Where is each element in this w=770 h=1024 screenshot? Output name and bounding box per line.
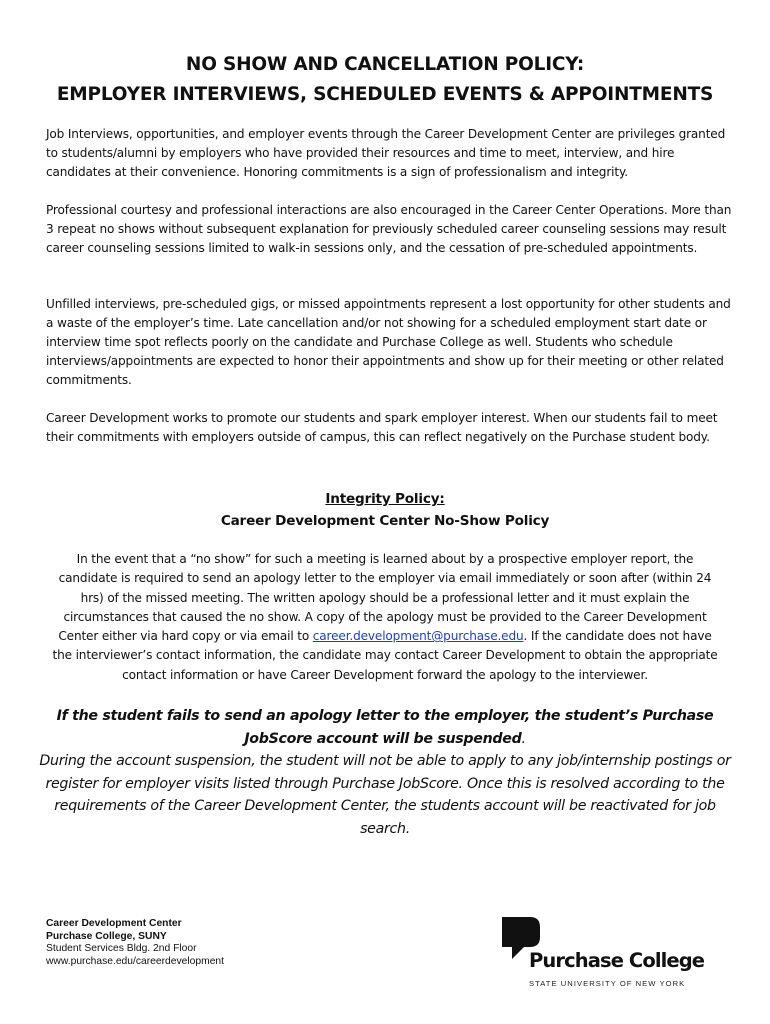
logo-subtitle: STATE UNIVERSITY OF NEW YORK [529,979,686,988]
title-line-1: NO SHOW AND CANCELLATION POLICY: [185,54,585,75]
footer-contact [46,918,224,968]
paragraph-missed-opportunity: Unfilled interviews, pre-scheduled gigs, or missed appointments represent a lost opportunity for other students and a waste of the employer’s time. Late cancellation and/or not showing for a scheduled employment start date or interview time spot reflects poorly on the candidate and Purchase College as well. Students who schedule interviews/appointments are expected to honor their appointments and show up for their meeting or other related commitments. [46,297,731,387]
purchase-college-logo [498,915,705,995]
logo-name: Purchase College [529,949,705,972]
footer-org: Career Development Center [46,918,182,929]
no-show-policy-text [48,550,722,685]
suspension-warning-period: . [521,730,526,747]
suspension-warning-bold: If the student fails to send an apology letter to the employer, the student’s Purchase JobScore account will be suspended [56,708,714,747]
policy-text-part-2: . If the candidate does not have the interviewer’s contact information, the candidate may contact Career Development to obtain the appropriate contact information or have Career Development forward the apology to the interviewer. [52,629,718,682]
footer-address: Student Services Bldg. 2nd Floor [46,943,197,955]
paragraph-intro: Job Interviews, opportunities, and employer events through the Career Development Center are privileges granted to students/alumni by employers who have provided their resources and time to meet, interview, and hire candidates at their convenience. Honoring commitments is a sign of professionalism and integrity. [46,127,726,179]
suspension-warning [30,705,740,841]
integrity-policy-heading: Integrity Policy: [325,491,445,507]
paragraph-promotion: Career Development works to promote our students and spark employer interest. When our students fail to meet their commitments with employers outside of campus, this can reflect negatively on the Purchase student body. [46,411,718,444]
title-line-2: EMPLOYER INTERVIEWS, SCHEDULED EVENTS & APPOINTMENTS [56,84,714,105]
policy-text-part-1: In the event that a “no show” for such a meeting is learned about by a prospective employer report, the candidate is required to send an apology letter to the employer via email immediately or soon after (within 24 hrs) of the missed meeting. The written apology should be a professional letter and it must explain the circumstances that caused the no show. A copy of the apology must be provided to the Career Development Center either via hard copy or via email to [58,552,712,644]
email-link[interactable]: career.development@purchase.edu [312,629,524,644]
footer-college: Purchase College, SUNY [46,930,167,942]
paragraph-courtesy: Professional courtesy and professional interactions are also encouraged in the Career Center Operations. More than 3 repeat no shows without subsequent explanation for previously scheduled career counseling sessions may result career counseling sessions limited to walk-in sessions only, and the cessation of pre-scheduled appointments. [46,203,732,255]
footer-website: www.purchase.edu/careerdevelopment [46,955,225,967]
suspension-details: During the account suspension, the student will not be able to apply to any job/internship postings or register for employer visits listed through Purchase JobScore. Once this is resolved according to the requirements of the Career Development Center, the students account will be reactivated for job search. [39,753,731,837]
no-show-policy-subheading: Career Development Center No-Show Policy [220,513,550,529]
